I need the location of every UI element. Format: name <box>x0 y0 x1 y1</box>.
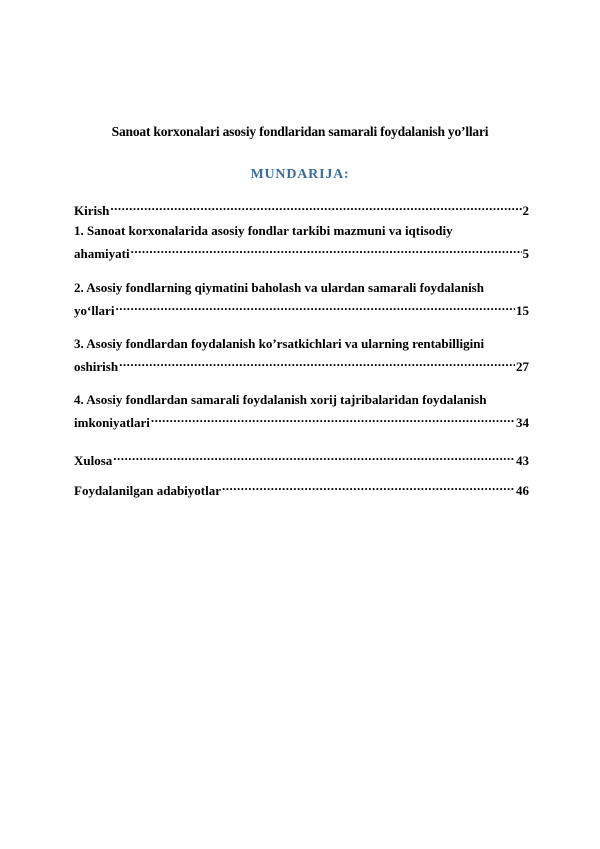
toc-line <box>74 477 529 498</box>
toc-entry-introduction[interactable] <box>74 197 529 218</box>
toc-entry-title: Kirish <box>74 203 110 218</box>
toc-page-number: 34 <box>516 415 529 430</box>
toc-entry-chapter-2[interactable] <box>74 279 529 318</box>
toc-entry-title-line1: 3. Asosiy fondlardan foydalanish ko’rsatkichlari va ularning rentabilligini <box>74 336 485 351</box>
toc-line <box>74 240 529 261</box>
toc-line <box>74 353 529 374</box>
dot-leader <box>110 197 521 215</box>
toc-page-number: 43 <box>516 453 529 468</box>
toc-entry-chapter-3[interactable] <box>74 335 529 374</box>
dot-leader <box>119 353 515 371</box>
toc-entry-title-line1: 4. Asosiy fondlardan samarali foydalanish xorij tajribalaridan foydalanish <box>74 392 487 407</box>
toc-entry-title-line1: 2. Asosiy fondlarning qiymatini baholash va ulardan samarali foydalanish <box>74 280 484 295</box>
toc-page-number: 2 <box>522 203 529 218</box>
toc-entry-title: Xulosa <box>74 453 113 468</box>
toc-entry-references[interactable] <box>74 477 529 498</box>
dot-leader <box>115 297 515 315</box>
toc-entry-title: Foydalanilgan adabiyotlar <box>74 483 221 498</box>
dot-leader <box>222 477 515 495</box>
toc-page-number: 46 <box>516 483 529 498</box>
toc-line <box>74 409 529 430</box>
toc-entry-title-line1: 1. Sanoat korxonalarida asosiy fondlar tarkibi mazmuni va iqtisodiy <box>74 223 453 238</box>
toc-page-number: 15 <box>516 303 529 318</box>
document-title: Sanoat korxonalari asosiy fondlaridan samarali foydalanish yo’llari <box>111 124 489 139</box>
toc-page-number: 27 <box>516 359 529 374</box>
toc-entry-title-line2: oshirish <box>74 359 119 374</box>
toc-entry-chapter-1[interactable] <box>74 222 529 261</box>
dot-leader <box>151 409 515 427</box>
dot-leader <box>131 240 522 258</box>
toc-line <box>74 297 529 318</box>
toc-line <box>74 197 529 218</box>
dot-leader <box>113 447 515 465</box>
toc-entry-title-line2: imkoniyatlari <box>74 415 150 430</box>
toc-heading: MUNDARIJA: <box>250 167 350 182</box>
toc-line <box>74 447 529 468</box>
toc-entry-title-line2: ahamiyati <box>74 246 130 261</box>
toc-entry-title-line2: yo‘llari <box>74 303 115 318</box>
toc-page-number: 5 <box>522 246 529 261</box>
toc-entry-conclusion[interactable] <box>74 447 529 468</box>
toc-entry-chapter-4[interactable] <box>74 391 529 430</box>
